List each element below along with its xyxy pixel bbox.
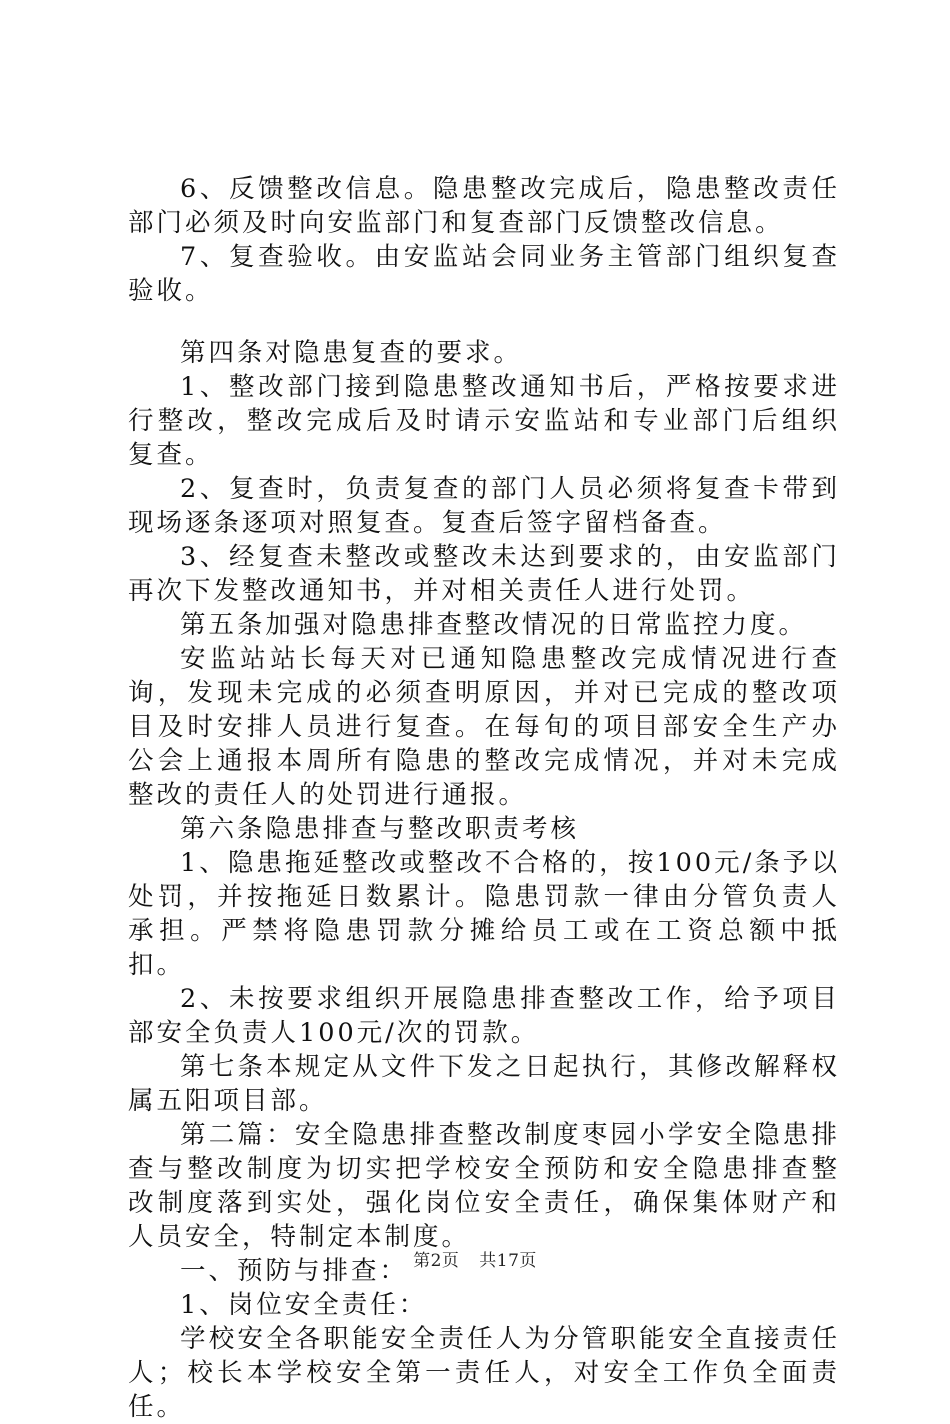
paragraph-gap <box>128 308 840 336</box>
subsection-heading-post-responsibility: 1、岗位安全责任： <box>180 1290 428 1320</box>
paragraph-responsibility-body: 学校安全各职能安全责任人为分管职能安全直接责任人；校长本学校安全第一责任人，对安全工作负全面责任。 <box>128 1324 840 1422</box>
article-5-heading: 第五条加强对隐患排查整改情况的日常监控力度。 <box>180 610 808 640</box>
article-4-heading: 第四条对隐患复查的要求。 <box>180 338 523 368</box>
paragraph-article-4-item-2: 2、复查时，负责复查的部门人员必须将复查卡带到现场逐条逐项对照复查。复查后签字留档备查。 <box>128 474 840 538</box>
paragraph-part-two-intro: 第二篇：安全隐患排查整改制度枣园小学安全隐患排查与整改制度为切实把学校安全预防和安全隐患排查整改制度落到实处，强化岗位安全责任，确保集体财产和人员安全，特制定本制度。 <box>128 1120 840 1252</box>
section-heading-prevention: 一、预防与排查： <box>180 1256 409 1286</box>
paragraph-review-acceptance: 7、复查验收。由安监站会同业务主管部门组织复查验收。 <box>128 242 840 306</box>
paragraph-article-5-body: 安监站站长每天对已通知隐患整改完成情况进行查询，发现未完成的必须查明原因，并对已完成的整改项目及时安排人员进行复查。在每旬的项目部安全生产办公会上通报本周所有隐患的整改完成情况，并对未完成整改的责任人的处罚进行通报。 <box>128 644 840 810</box>
paragraph-feedback: 6、反馈整改信息。隐患整改完成后，隐患整改责任部门必须及时向安监部门和复查部门反馈整改信息。 <box>128 174 840 238</box>
document-body <box>128 172 840 1424</box>
page-total: 共17页 <box>479 1251 537 1271</box>
page-number: 第2页 <box>413 1251 460 1271</box>
paragraph-article-4-item-1: 1、整改部门接到隐患整改通知书后，严格按要求进行整改，整改完成后及时请示安监站和专业部门后组织复查。 <box>128 372 840 470</box>
paragraph-article-6-item-2: 2、未按要求组织开展隐患排查整改工作，给予项目部安全负责人100元/次的罚款。 <box>128 984 840 1048</box>
article-7-paragraph: 第七条本规定从文件下发之日起执行，其修改解释权属五阳项目部。 <box>128 1052 840 1116</box>
article-6-heading: 第六条隐患排查与整改职责考核 <box>180 814 580 844</box>
paragraph-article-6-item-1: 1、隐患拖延整改或整改不合格的，按100元/条予以处罚，并按拖延日数累计。隐患罚款一律由分管负责人承担。严禁将隐患罚款分摊给员工或在工资总额中抵扣。 <box>128 848 840 980</box>
page-footer <box>0 1246 950 1271</box>
paragraph-article-4-item-3: 3、经复查未整改或整改未达到要求的，由安监部门再次下发整改通知书，并对相关责任人进行处罚。 <box>128 542 840 606</box>
